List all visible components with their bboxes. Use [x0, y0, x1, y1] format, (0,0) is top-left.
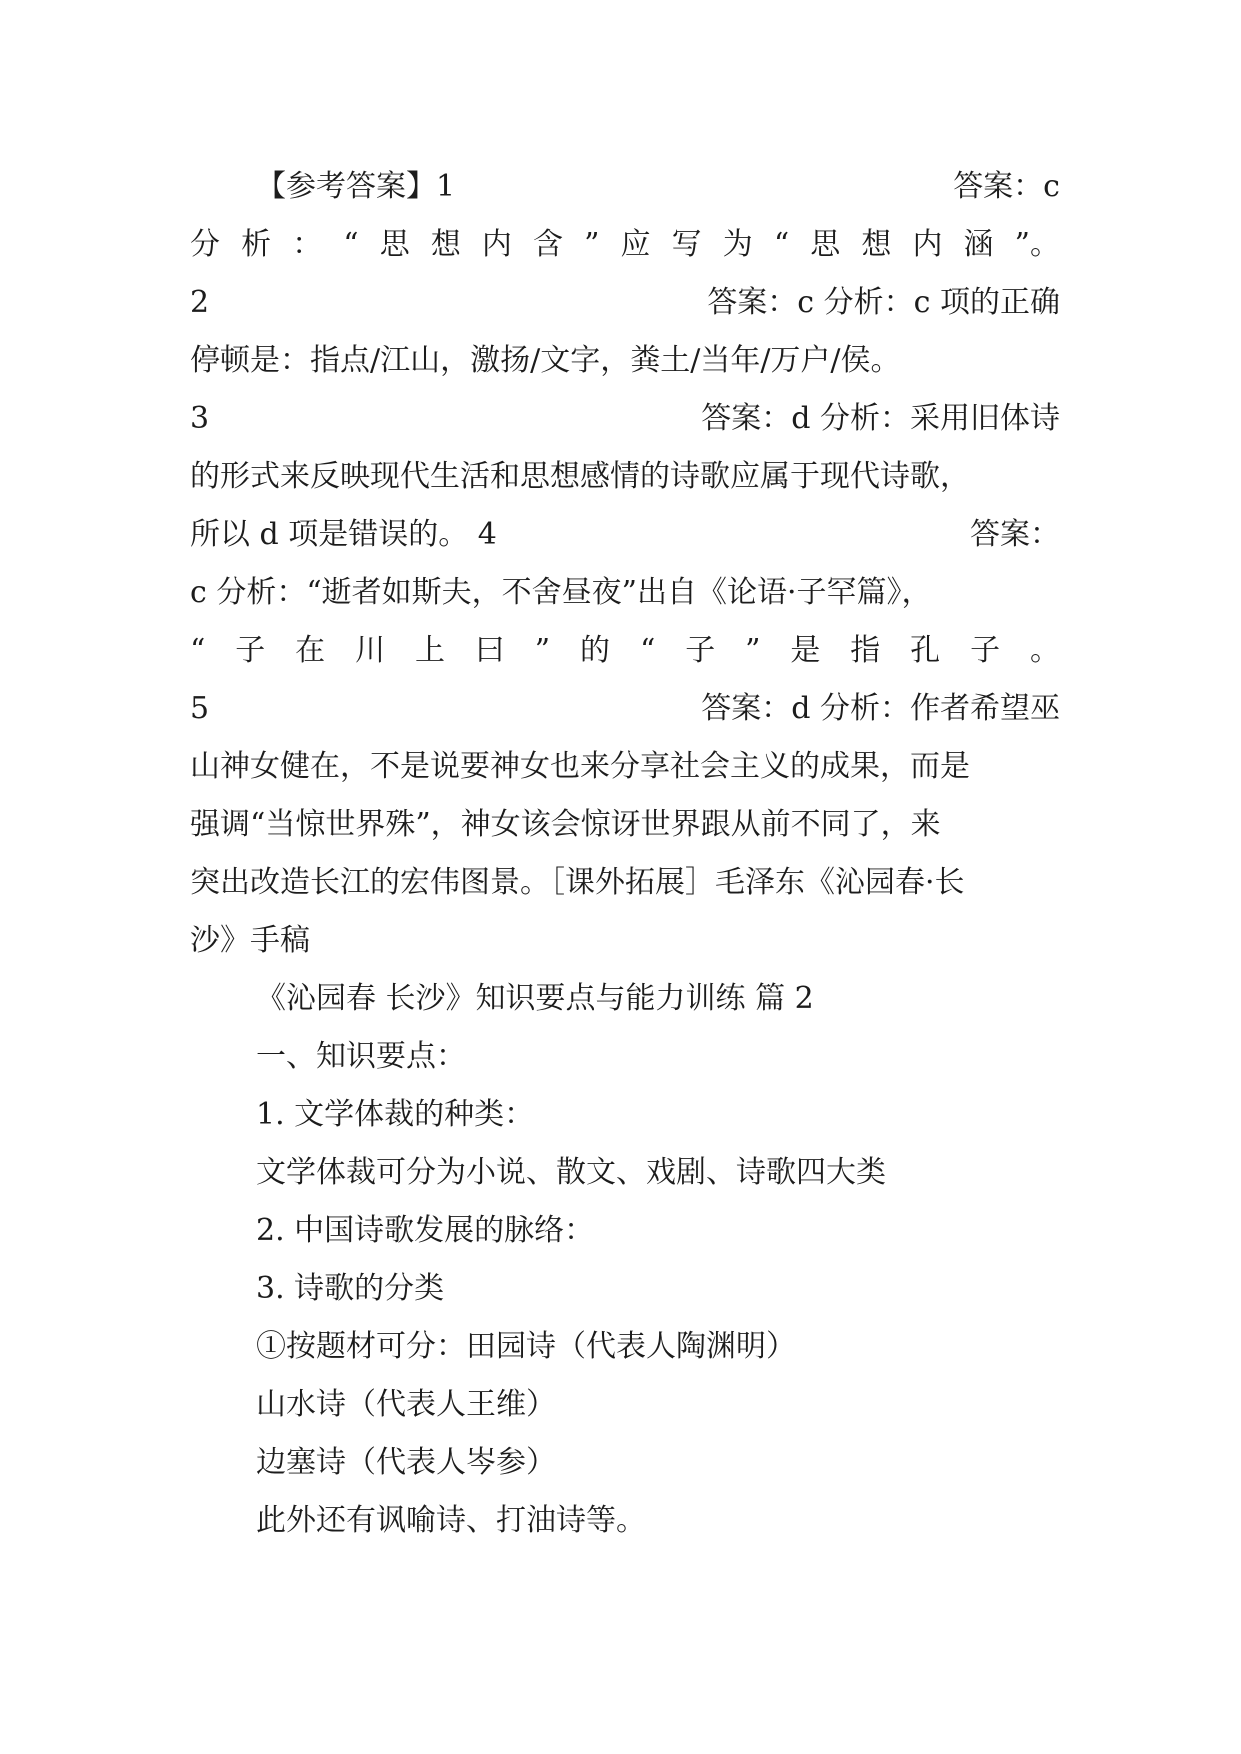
- question-number: 3: [190, 401, 210, 436]
- answer-text: 答案：d 分析：采用旧体诗: [701, 401, 1060, 436]
- answer-label: 答案：: [970, 517, 1060, 552]
- category-line-2: 山水诗（代表人王维）: [256, 1387, 556, 1422]
- answer-line-11: 山神女健在，不是说要神女也来分享社会主义的成果，而是: [190, 749, 970, 784]
- category-line-1: ①按题材可分：田园诗（代表人陶渊明）: [256, 1329, 796, 1364]
- answer-line-9: “ 子 在 川 上 曰 ” 的 “ 子 ” 是 指 孔 子 。: [190, 633, 1060, 668]
- answer-line-5: [190, 390, 1060, 448]
- answer-line-7: [190, 506, 1060, 564]
- answer-label: 答案：c: [953, 169, 1060, 204]
- answer-line-12: 强调“当惊世界殊”，神女该会惊讶世界跟从前不同了，来: [190, 807, 941, 842]
- answer-line-14: 沙》手稿: [190, 923, 310, 958]
- question-number: 5: [190, 691, 210, 726]
- section-heading: 《沁园春 长沙》知识要点与能力训练 篇 2: [256, 981, 814, 1016]
- answer-text: 所以 d 项是错误的。 4: [190, 517, 497, 552]
- category-line-3: 边塞诗（代表人岑参）: [256, 1445, 556, 1480]
- answer-line-6: 的形式来反映现代生活和思想感情的诗歌应属于现代诗歌，: [190, 459, 970, 494]
- answer-text: 答案：d 分析：作者希望巫: [701, 691, 1060, 726]
- question-number: 2: [190, 285, 210, 320]
- answer-line-3: [190, 274, 1060, 332]
- answer-heading: 【参考答案】1: [256, 169, 456, 204]
- subsection-title: 一、知识要点：: [256, 1039, 466, 1074]
- answer-line-13: 突出改造长江的宏伟图景。［课外拓展］毛泽东《沁园春·长: [190, 865, 965, 900]
- category-line-4: 此外还有讽喻诗、打油诗等。: [256, 1503, 646, 1538]
- answer-line-10: [190, 680, 1060, 738]
- item-2-title: 2. 中国诗歌发展的脉络：: [256, 1213, 595, 1248]
- answer-line-8: c 分析：“逝者如斯夫，不舍昼夜”出自《论语·子罕篇》，: [190, 575, 932, 610]
- answer-text: 答案：c 分析：c 项的正确: [707, 285, 1060, 320]
- answer-line-4: 停顿是：指点/江山，激扬/文字，粪土/当年/万户/侯。: [190, 343, 901, 378]
- item-1-body: 文学体裁可分为小说、散文、戏剧、诗歌四大类: [256, 1155, 886, 1190]
- item-1-title: 1. 文学体裁的种类：: [256, 1097, 535, 1132]
- answer-line-1: [256, 158, 1060, 216]
- answer-line-2: 分 析 ： “ 思 想 内 含 ” 应 写 为 “ 思 想 内 涵 ”。: [190, 227, 1060, 262]
- item-3-title: 3. 诗歌的分类: [256, 1271, 445, 1306]
